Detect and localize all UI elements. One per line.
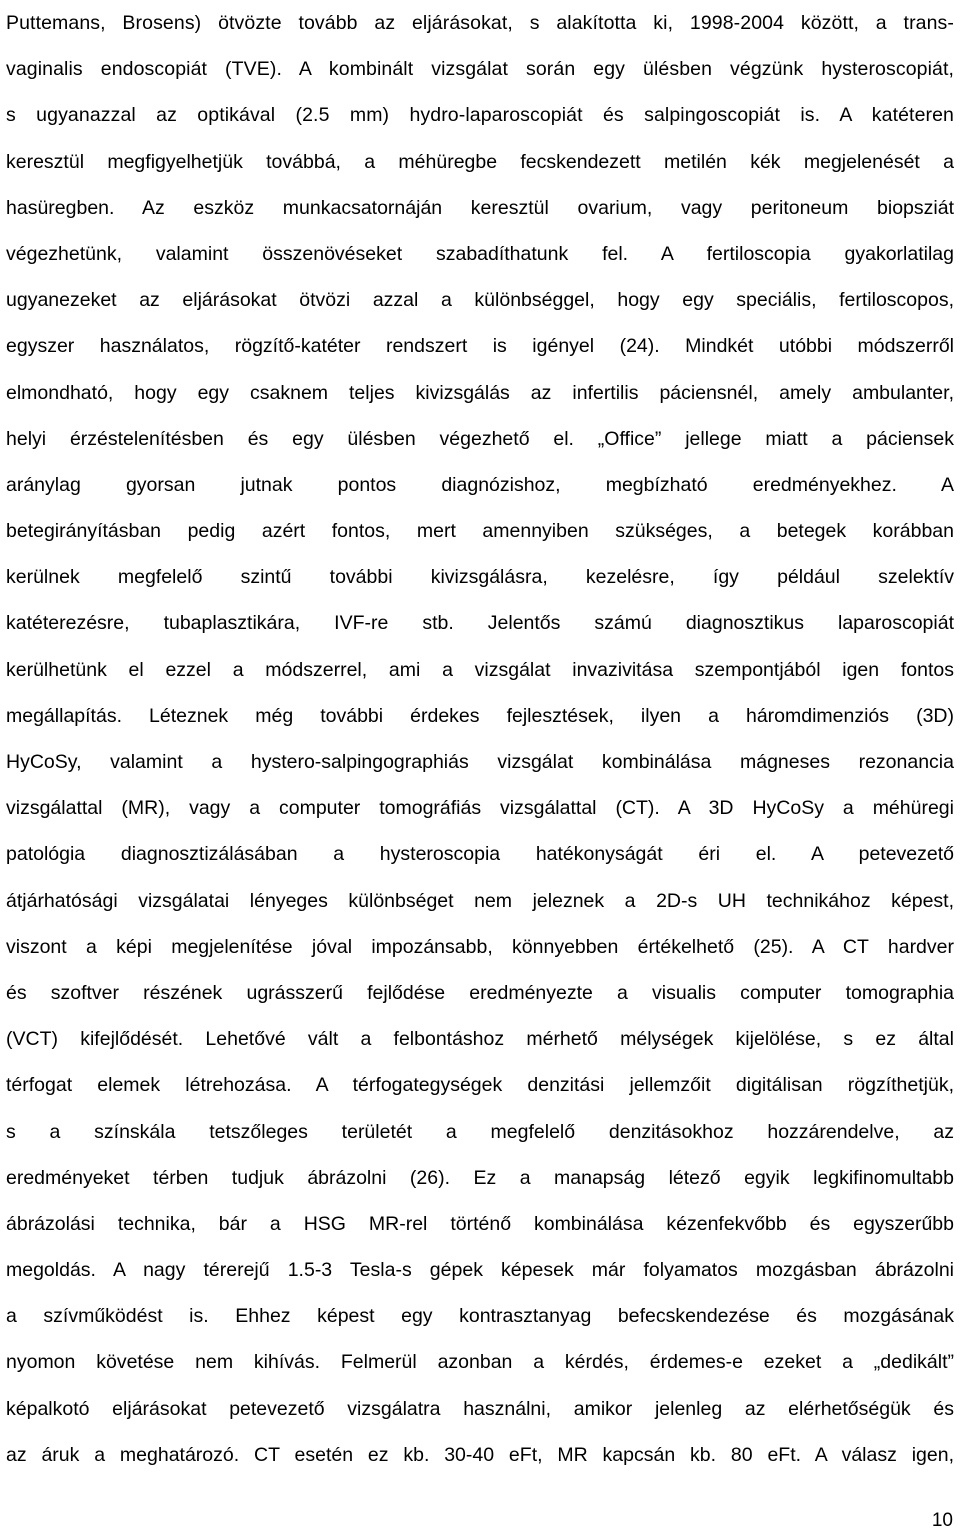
text-line: patológia diagnosztizálásában a hysteroscopia hatékonyságát éri el. A petevezető — [6, 843, 954, 866]
text-line: aránylag gyorsan jutnak pontos diagnózishoz, megbízható eredményekhez. A — [6, 473, 954, 496]
text-line: kerülnek megfelelő szintű további kivizsgálásra, kezelésre, így például szelektív — [6, 566, 954, 589]
text-line: végezhetünk, valamint összenövéseket szabadíthatunk fel. A fertiloscopia gyakorlatilag — [6, 242, 954, 265]
text-line: a szívműködést is. Ehhez képest egy kontrasztanyag befecskendezése és mozgásának — [6, 1305, 954, 1328]
text-line: egyszer használatos, rögzítő-katéter rendszert is igényel (24). Mindkét utóbbi módszerről — [6, 335, 954, 358]
text-line: térfogat elemek létrehozása. A térfogategységek denzitási jellemzőit digitálisan rögzíthetjük, — [6, 1074, 954, 1097]
text-line: hasüregben. Az eszköz munkacsatornáján keresztül ovarium, vagy peritoneum biopsziát — [6, 196, 954, 219]
text-line: vaginalis endoscopiát (TVE). A kombinált vizsgálat során egy ülésben végzünk hysteroscopiát, — [6, 58, 954, 81]
text-line: Puttemans, Brosens) ötvözte tovább az eljárásokat, s alakította ki, 1998-2004 között, a trans- — [6, 12, 954, 34]
text-line: eredményeket térben tudjuk ábrázolni (26). Ez a manapság létező egyik legkifinomultabb — [6, 1166, 954, 1189]
text-line: ábrázolási technika, bár a HSG MR-rel történő kombinálása kézenfekvőbb és egyszerűbb — [6, 1212, 954, 1235]
body-text — [6, 0, 954, 1478]
text-line: kerülhetünk el ezzel a módszerrel, ami a vizsgálat invazivitása szempontjából igen fontos — [6, 658, 954, 681]
text-line: helyi érzéstelenítésben és egy ülésben végezhető el. „Office” jellege miatt a páciensek — [6, 427, 954, 450]
page-number: 10 — [931, 1510, 953, 1531]
text-line: viszont a képi megjelenítése jóval impozánsabb, könnyebben értékelhető (25). A CT hardver — [6, 935, 954, 958]
text-line: (VCT) kifejlődését. Lehetővé vált a felbontáshoz mérhető mélységek kijelölése, s ez által — [6, 1028, 954, 1051]
text-line: átjárhatósági vizsgálatai lényeges különbséget nem jeleznek a 2D-s UH technikához képest, — [6, 889, 954, 912]
text-line: megoldás. A nagy térerejű 1.5-3 Tesla-s gépek képesek már folyamatos mozgásban ábrázolni — [6, 1259, 954, 1282]
text-line: vizsgálattal (MR), vagy a computer tomográfiás vizsgálattal (CT). A 3D HyCoSy a méhüregi — [6, 797, 954, 820]
text-line: HyCoSy, valamint a hystero-salpingographiás vizsgálat kombinálása mágneses rezonancia — [6, 751, 954, 773]
text-line: képalkotó eljárásokat petevezető vizsgálatra használni, amikor jelenleg az elérhetőségük és — [6, 1397, 954, 1420]
text-line: katéterezésre, tubaplasztikára, IVF-re stb. Jelentős számú diagnosztikus laparoscopiát — [6, 612, 954, 635]
text-line: s ugyanazzal az optikával (2.5 mm) hydro-laparoscopiát és salpingoscopiát is. A katéteren — [6, 104, 954, 127]
text-line: és szoftver részének ugrásszerű fejlődése eredményezte a visualis computer tomographia — [6, 981, 954, 1004]
text-line: betegirányításban pedig azért fontos, mert amennyiben szükséges, a betegek korábban — [6, 520, 954, 543]
text-line: keresztül megfigyelhetjük továbbá, a méhüregbe fecskendezett metilén kék megjelenését a — [6, 150, 954, 173]
text-line: elmondható, hogy egy csaknem teljes kivizsgálás az infertilis páciensnél, amely ambulanter, — [6, 381, 954, 404]
text-line: az áruk a meghatározó. CT esetén ez kb. 30-40 eFt, MR kapcsán kb. 80 eFt. A válasz igen, — [6, 1443, 954, 1466]
text-line: s a színskála tetszőleges területét a megfelelő denzitásokhoz hozzárendelve, az — [6, 1120, 954, 1143]
text-line: ugyanezeket az eljárásokat ötvözi azzal a különbséggel, hogy egy speciális, fertiloscopos, — [6, 289, 954, 312]
text-line: nyomon követése nem kihívás. Felmerül azonban a kérdés, érdemes-e ezeket a „dedikált” — [6, 1351, 954, 1374]
text-line: megállapítás. Léteznek még további érdekes fejlesztések, ilyen a háromdimenziós (3D) — [6, 704, 954, 727]
